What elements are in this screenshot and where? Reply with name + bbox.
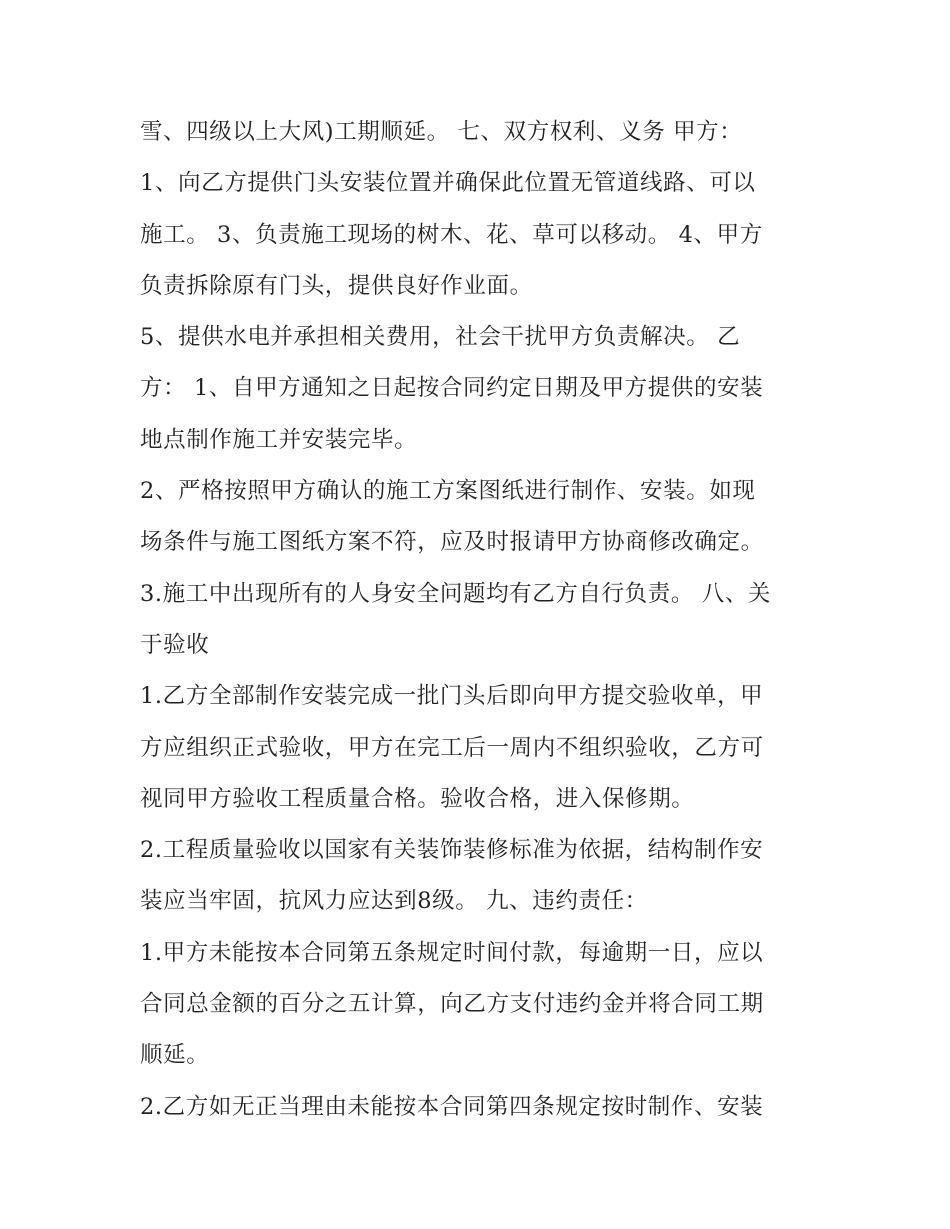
text-line-13: 方应组织正式验收，甲方在完工后一周内不组织验收，乙方可 [140,734,764,761]
text-line-16: 装应当牢固，抗风力应达到8级。 九、违约责任： [140,888,648,915]
text-line-6: 方： 1、自甲方通知之日起按合同约定日期及甲方提供的安装 [140,375,764,402]
text-line-20: 2.乙方如无正当理由未能按本合同第四条规定按时制作、安装 [140,1093,764,1120]
text-line-14: 视同甲方验收工程质量合格。验收合格，进入保修期。 [140,785,695,812]
text-line-15: 2.工程质量验收以国家有关装饰装修标准为依据，结构制作安 [140,837,764,864]
text-line-17: 1.甲方未能按本合同第五条规定时间付款，每逾期一日，应以 [140,939,764,966]
text-line-9: 场条件与施工图纸方案不符，应及时报请甲方协商修改确定。 [140,529,764,556]
text-line-19: 顺延。 [140,1042,210,1069]
text-line-3: 施工。 3、负责施工现场的树木、花、草可以移动。 4、甲方 [140,221,763,248]
text-line-1: 雪、四级以上大风)工期顺延。 七、双方权利、义务 甲方： [140,119,743,145]
document-body [140,107,820,1133]
text-line-2: 1、向乙方提供门头安装位置并确保此位置无管道线路、可以 [140,170,756,197]
text-line-5: 5、提供水电并承担相关费用，社会干扰甲方负责解决。 乙 [140,324,741,351]
text-line-7: 地点制作施工并安装完毕。 [140,426,418,453]
text-line-12: 1.乙方全部制作安装完成一批门头后即向甲方提交验收单，甲 [140,683,764,710]
text-line-10: 3.施工中出现所有的人身安全问题均有乙方自行负责。 八、关 [140,580,772,607]
text-line-8: 2、严格按照甲方确认的施工方案图纸进行制作、安装。如现 [140,478,756,505]
text-line-4: 负责拆除原有门头，提供良好作业面。 [140,272,533,299]
text-line-11: 于验收 [140,631,210,658]
text-line-18: 合同总金额的百分之五计算，向乙方支付违约金并将合同工期 [140,991,764,1018]
